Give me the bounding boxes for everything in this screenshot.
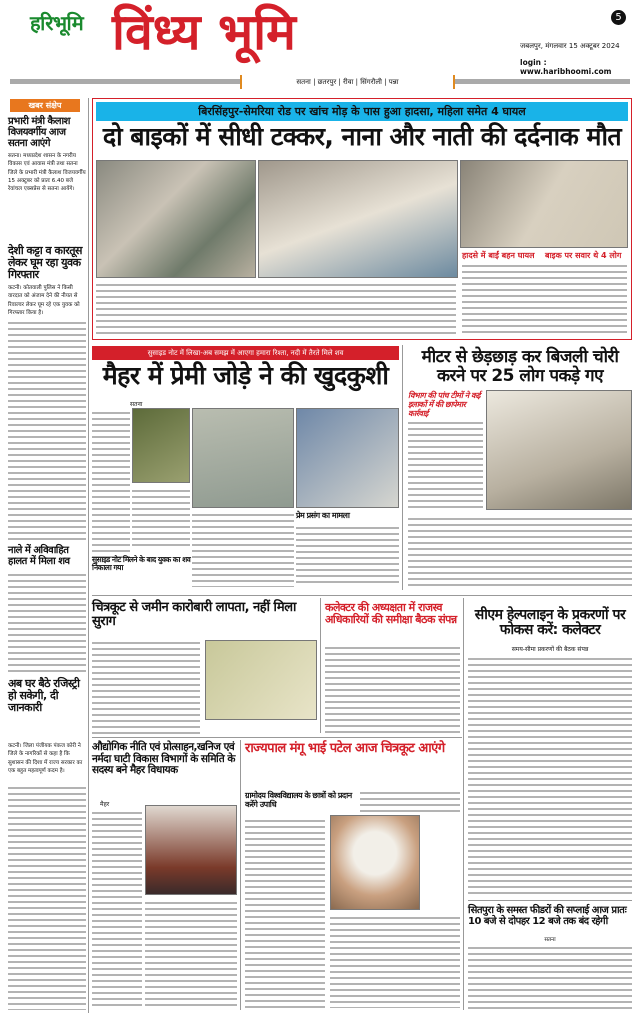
page-number: 5 (611, 10, 626, 25)
mla-body (145, 900, 237, 1010)
power-body (468, 945, 632, 1010)
power-headline: सितपुरा के समस्त फीडरों की सप्लाई आज प्रातः 10 बजे से दोपहर 12 बजे तक बंद रहेगी (468, 905, 627, 927)
column-divider (402, 345, 403, 590)
column-divider (463, 598, 464, 1010)
meter-photo (486, 390, 632, 510)
lead-photo (460, 160, 628, 248)
sidebar-tab: खबर संक्षेप (10, 99, 80, 112)
chitrakoot-photo (205, 640, 317, 720)
sidebar-body (8, 320, 86, 540)
governor-body (245, 818, 325, 1008)
maihar-dateline: सतना (130, 401, 143, 408)
collector-body (325, 645, 460, 735)
brand-logo: हरिभूमि (30, 11, 84, 35)
sidebar-body (8, 785, 86, 1010)
helpline-headline: सीएम हेल्पलाइन के प्रकरणों पर फोकस करें: कलेक्टर (474, 607, 626, 639)
collector-headline: कलेक्टर की अध्यक्षता में राजस्व अधिकारियों की समीक्षा बैठक संपन्न (325, 601, 457, 627)
mla-photo (145, 805, 237, 895)
governor-subhead: ग्रामोदय विश्वविद्यालय के छात्रों को प्रदान करेंगे उपाधि (245, 791, 352, 809)
governor-headline: राज्यपाल मंगू भाई पटेल आज चित्रकूट आएंगे (245, 741, 445, 756)
sidebar-lead: सतना। मध्यप्रदेश शासन के नगरीय विकास एवं आवास मंत्री तथा सतना जिले के प्रभारी मंत्री कैलाश विजयवर्गीय 15 अक्टूबर को प्रातः 6.40 बजे रेवांचल एक्सप्रेस से सतना आयेंगे। (8, 153, 86, 192)
chitrakoot-body (92, 640, 200, 735)
meter-headline: मीटर से छेड़छाड़ कर बिजली चोरी करने पर 25 लोग पकड़े गए (421, 347, 619, 386)
lead-body (462, 263, 627, 335)
sidebar-lead: कटनी। कोतवाली पुलिस ने किसी वारदात को अंजाम देने की नीयत से रिवाल्वर लेकर घूम रहे एक युवक को गिरफ्तार किया है। (8, 285, 80, 316)
sidebar-headline: नाले में अविवाहित हालत में मिला शव (8, 545, 70, 567)
meter-subhead: विभाग की पांच टीमों ने कई इलाकों में की छापेमार कार्रवाई (408, 391, 481, 418)
website-login: login : www.haribhoomi.com (520, 58, 612, 76)
maihar-body (296, 525, 399, 587)
issue-date: जबलपुर, मंगलवार 15 अक्टूबर 2024 (520, 42, 620, 50)
maihar-body (92, 410, 130, 560)
sidebar-body (8, 572, 86, 672)
lead-kicker: बिरसिंहपुर-सेमरिया रोड पर खांच मोड़ के पास हुआ हादसा, महिला समेत 4 घायल (96, 102, 628, 121)
helpline-subhead: समय-सीमा प्रकरणों की बैठक संपन्न (511, 646, 589, 653)
mla-body (92, 810, 142, 1010)
mla-dateline: मैहर (100, 801, 110, 808)
maihar-body (192, 512, 294, 587)
governor-photo (330, 815, 420, 910)
meter-body (408, 420, 483, 510)
maihar-photo (296, 408, 399, 508)
governor-body (330, 915, 460, 1008)
sidebar-headline: देशी कट्टा व कारतूस लेकर घूम रहा युवक गिरफ्तार (8, 244, 82, 282)
sidebar-headline: प्रभारी मंत्री कैलाश विजयवर्गीय आज सतना आएंगे (8, 116, 70, 149)
maihar-body (132, 488, 190, 548)
mla-headline: औद्योगिक नीति एवं प्रोत्साहन,खनिज एवं नर्मदा घाटी विकास विभागों के समिति के सदस्य बने मैहर विधायक (92, 741, 235, 777)
sidebar-lead: कटनी। जिला पंजीयक पंकज कोरी ने जिले के नागरिकों से कहा है कि सुशासन की दिशा में राज्य सरकार का एक बहुत महत्वपूर्ण कदम है। (8, 743, 83, 774)
lead-body (96, 282, 456, 334)
row-divider (468, 900, 632, 901)
lead-photo (258, 160, 458, 278)
helpline-body (468, 656, 632, 896)
column-divider (240, 740, 241, 1010)
lead-caption: बाइक पर सवार थे 4 लोग (545, 251, 622, 260)
governor-body (360, 790, 460, 815)
meter-body (408, 516, 632, 588)
power-dateline: सतना (544, 937, 556, 943)
newspaper-title: विंध्य भूमि (112, 3, 296, 61)
maihar-headline: मैहर में प्रेमी जोड़े ने की खुदकुशी (102, 361, 389, 390)
maihar-photo (192, 408, 294, 508)
maihar-kicker: सुसाइड नोट में लिखा-अब समझ में आएगा हमारा रिश्ता, नदी में तैरते मिले शव (92, 346, 399, 360)
city-editions: सतना | छतरपुर | रीवा | सिंगरौली | पन्ना (240, 75, 455, 89)
chitrakoot-headline: चित्रकूट से जमीन कारोबारी लापता, नहीं मिला सुराग (92, 600, 296, 630)
lead-caption: हादसे में बाईं बहन घायल (462, 251, 535, 260)
sidebar-headline: अब घर बैठे रजिस्ट्री हो सकेगी, दी जानकारी (8, 677, 80, 715)
column-divider (320, 598, 321, 733)
row-divider (92, 737, 462, 738)
lead-headline: दो बाइकों में सीधी टक्कर, नाना और नाती की दर्दनाक मौत (102, 122, 622, 151)
maihar-photo (132, 408, 190, 483)
maihar-subhead: प्रेम प्रसंग का मामला (296, 511, 350, 520)
row-divider (92, 595, 632, 596)
maihar-subhead: सुसाइड नोट मिलने के बाद युवक का शव निकाला गया (92, 555, 191, 573)
lead-photo (96, 160, 256, 278)
column-divider (88, 98, 89, 1013)
